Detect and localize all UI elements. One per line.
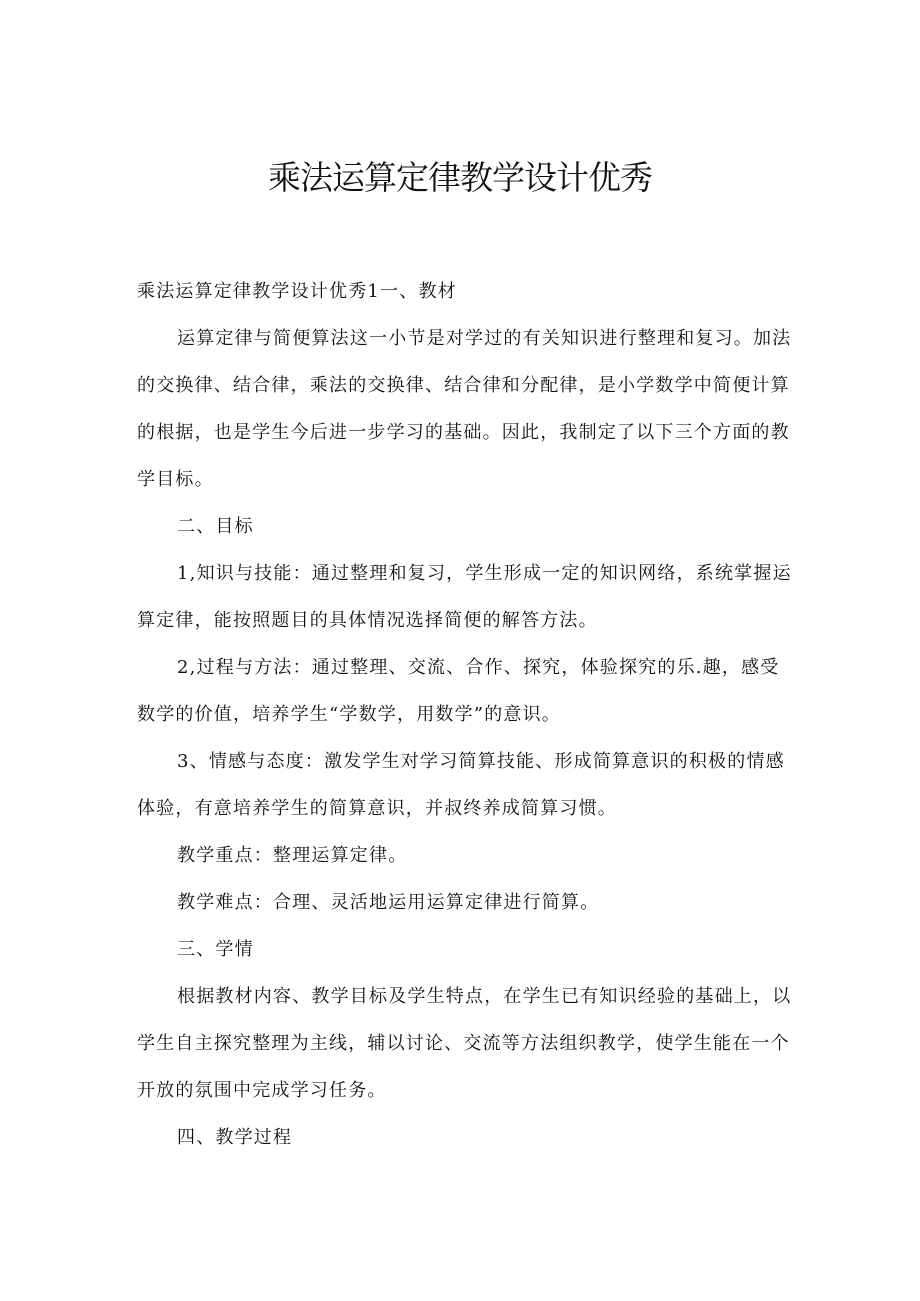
- document-body: [137, 268, 797, 1161]
- goal-process-method: 2,过程与方法：通过整理、交流、合作、探究，体验探究的乐.趣，感受数学的价值，培养学生“学数学，用数学”的意识。: [137, 657, 780, 725]
- section-heading-goals: 二、目标: [177, 516, 254, 537]
- goal-knowledge-skills: 1,知识与技能：通过整理和复习，学生形成一定的知识网络，系统掌握运算定律，能按照题目的具体情况选择简便的解答方法。: [137, 563, 792, 631]
- goal-emotion-attitude: 3、情感与态度：激发学生对学习简算技能、形成简算意识的积极的情感体验，有意培养学生的简算意识，并叔终养成简算习惯。: [137, 751, 785, 819]
- paragraph-materials: 运算定律与简便算法这一小节是对学过的有关知识进行整理和复习。加法的交换律、结合律，乘法的交换律、结合律和分配律，是小学数学中简便计算的根据，也是学生今后进一步学习的基础。因此，我制定了以下三个方面的教学目标。: [137, 328, 792, 490]
- paragraph-learning-situation: 根据教材内容、教学目标及学生特点，在学生已有知识经验的基础上，以学生自主探究整理为主线，辅以讨论、交流等方法组织教学，使学生能在一个开放的氛围中完成学习任务。: [137, 986, 792, 1101]
- teaching-key-point: 教学重点：整理运算定律。: [177, 845, 408, 866]
- section-heading-materials: 乘法运算定律教学设计优秀1一、教材: [137, 281, 457, 302]
- section-heading-teaching-process: 四、教学过程: [177, 1127, 293, 1148]
- section-heading-learning-situation: 三、学情: [177, 939, 254, 960]
- teaching-difficulty: 教学难点：合理、灵活地运用运算定律进行简算。: [177, 892, 600, 913]
- document-title: 乘法运算定律教学设计优秀: [268, 158, 652, 197]
